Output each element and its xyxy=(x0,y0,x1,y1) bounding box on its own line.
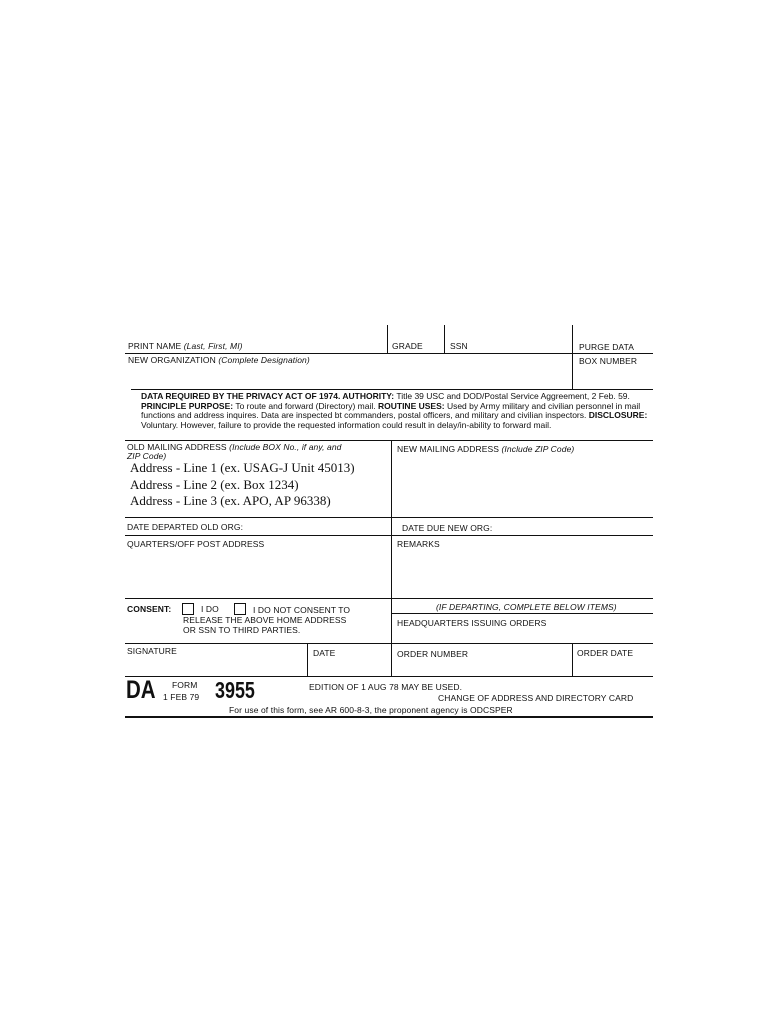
dates-bottom-rule xyxy=(125,535,653,536)
consent-i-do-not-checkbox[interactable] xyxy=(234,603,246,615)
date-label: DATE xyxy=(313,648,336,658)
privacy-purpose-text: To route and forward (Directory) mail. xyxy=(233,400,378,411)
quarters-divider xyxy=(391,535,392,677)
privacy-bottom-rule xyxy=(125,440,653,441)
signature-label: SIGNATURE xyxy=(127,646,177,656)
signature-field[interactable] xyxy=(127,657,305,674)
privacy-authority-text: Title 39 USC and DOD/Postal Service Aggreement, 2 Feb. 59. xyxy=(394,391,630,401)
address-divider xyxy=(391,440,392,518)
privacy-act-statement xyxy=(141,392,653,430)
consent-release-text: RELEASE THE ABOVE HOME ADDRESS xyxy=(183,615,347,625)
old-address-line-1[interactable]: Address - Line 1 (ex. USAG-J Unit 45013) xyxy=(130,460,355,475)
order-number-field[interactable] xyxy=(394,660,570,674)
privacy-disclosure-text: Voluntary. However, failure to provide the requested information could result in delay/in-ability to forward mail. xyxy=(141,419,552,430)
privacy-uses-heading: ROUTINE USES: xyxy=(377,400,445,411)
consent-third-parties-text: OR SSN TO THIRD PARTIES. xyxy=(183,625,301,635)
hq-orders-label: HEADQUARTERS ISSUING ORDERS xyxy=(397,618,547,628)
new-address-text: NEW MAILING ADDRESS xyxy=(397,444,500,454)
privacy-authority-heading: DATA REQUIRED BY THE PRIVACY ACT OF 1974. AUTHORITY: xyxy=(141,391,395,401)
order-date-field[interactable] xyxy=(575,659,651,674)
privacy-top-rule xyxy=(131,389,653,390)
purge-data-label: PURGE DATA xyxy=(579,342,634,352)
form-title: CHANGE OF ADDRESS AND DIRECTORY CARD xyxy=(438,693,634,703)
consent-i-do-not-label: I DO NOT CONSENT TO xyxy=(253,605,351,615)
quarters-label: QUARTERS/OFF POST ADDRESS xyxy=(127,539,265,549)
form-label: FORM xyxy=(172,680,198,690)
remarks-field[interactable] xyxy=(394,551,652,595)
address-bottom-rule xyxy=(125,517,653,518)
date-due-label: DATE DUE NEW ORG: xyxy=(402,523,493,533)
order-date-divider xyxy=(572,643,573,677)
signature-bottom-rule xyxy=(125,676,653,677)
order-number-label: ORDER NUMBER xyxy=(397,649,469,659)
consent-i-do-label: I DO xyxy=(201,604,219,614)
print-name-label xyxy=(128,341,243,351)
old-address-line-3[interactable]: Address - Line 3 (ex. APO, AP 96338) xyxy=(130,493,331,508)
new-address-hint: (Include ZIP Code) xyxy=(501,444,575,454)
ssn-label: SSN xyxy=(450,341,468,351)
new-org-field[interactable] xyxy=(126,366,570,386)
old-address-hint-1: (Include BOX No., if any, and xyxy=(229,442,342,452)
departing-note: (IF DEPARTING, COMPLETE BELOW ITEMS) xyxy=(436,602,617,612)
print-name-field[interactable] xyxy=(126,326,386,340)
date-departed-label: DATE DEPARTED OLD ORG: xyxy=(127,522,244,532)
ssn-divider xyxy=(444,325,445,353)
signature-divider xyxy=(307,643,308,677)
consent-label: CONSENT: xyxy=(127,604,172,614)
new-org-hint: (Complete Designation) xyxy=(218,355,310,365)
grade-field[interactable] xyxy=(389,326,443,340)
box-number-field[interactable] xyxy=(575,368,651,386)
consent-bottom-rule xyxy=(125,643,653,644)
dates-divider xyxy=(391,517,392,535)
new-address-field[interactable] xyxy=(394,456,652,514)
old-address-line-2[interactable]: Address - Line 2 (ex. Box 1234) xyxy=(130,477,299,492)
date-departed-field[interactable] xyxy=(250,519,388,533)
edition-note: EDITION OF 1 AUG 78 MAY BE USED. xyxy=(309,682,463,692)
new-org-text: NEW ORGANIZATION xyxy=(128,355,216,365)
box-number-label: BOX NUMBER xyxy=(579,356,638,366)
date-field[interactable] xyxy=(310,659,389,674)
print-name-hint: (Last, First, MI) xyxy=(183,341,243,351)
consent-i-do-checkbox[interactable] xyxy=(182,603,194,615)
proponent-note: For use of this form, see AR 600-8-3, the proponent agency is ODCSPER xyxy=(229,705,513,715)
hq-orders-field[interactable] xyxy=(394,629,652,641)
grade-label: GRADE xyxy=(392,341,423,351)
form-number: 3955 xyxy=(215,677,255,703)
header-rule xyxy=(125,353,653,354)
remarks-label: REMARKS xyxy=(397,539,440,549)
quarters-field[interactable] xyxy=(127,551,387,595)
old-address-label xyxy=(127,443,342,461)
quarters-bottom-rule xyxy=(125,598,653,599)
old-address-text: OLD MAILING ADDRESS xyxy=(127,442,227,452)
form-date: 1 FEB 79 xyxy=(163,692,200,702)
privacy-uses-text: Used by Army military and civilian personnel in mail functions and address inquires. Data are inspected bt commanders, postal officers, and military and civilian inspectors. xyxy=(141,400,641,421)
ssn-field[interactable] xyxy=(446,326,570,340)
print-name-text: PRINT NAME xyxy=(128,341,182,351)
privacy-purpose-heading: PRINCIPLE PURPOSE: xyxy=(141,400,234,411)
new-address-label xyxy=(397,444,574,454)
purge-divider xyxy=(572,325,573,389)
privacy-disclosure-heading: DISCLOSURE: xyxy=(588,410,648,421)
grade-divider xyxy=(387,325,388,353)
da-mark: DA xyxy=(126,676,156,704)
footer-rule xyxy=(125,716,653,718)
departing-rule xyxy=(391,613,653,614)
new-org-label xyxy=(128,355,310,365)
old-address-hint-2: ZIP Code) xyxy=(127,451,167,461)
order-date-label: ORDER DATE xyxy=(577,648,634,658)
date-due-field[interactable] xyxy=(500,519,650,533)
